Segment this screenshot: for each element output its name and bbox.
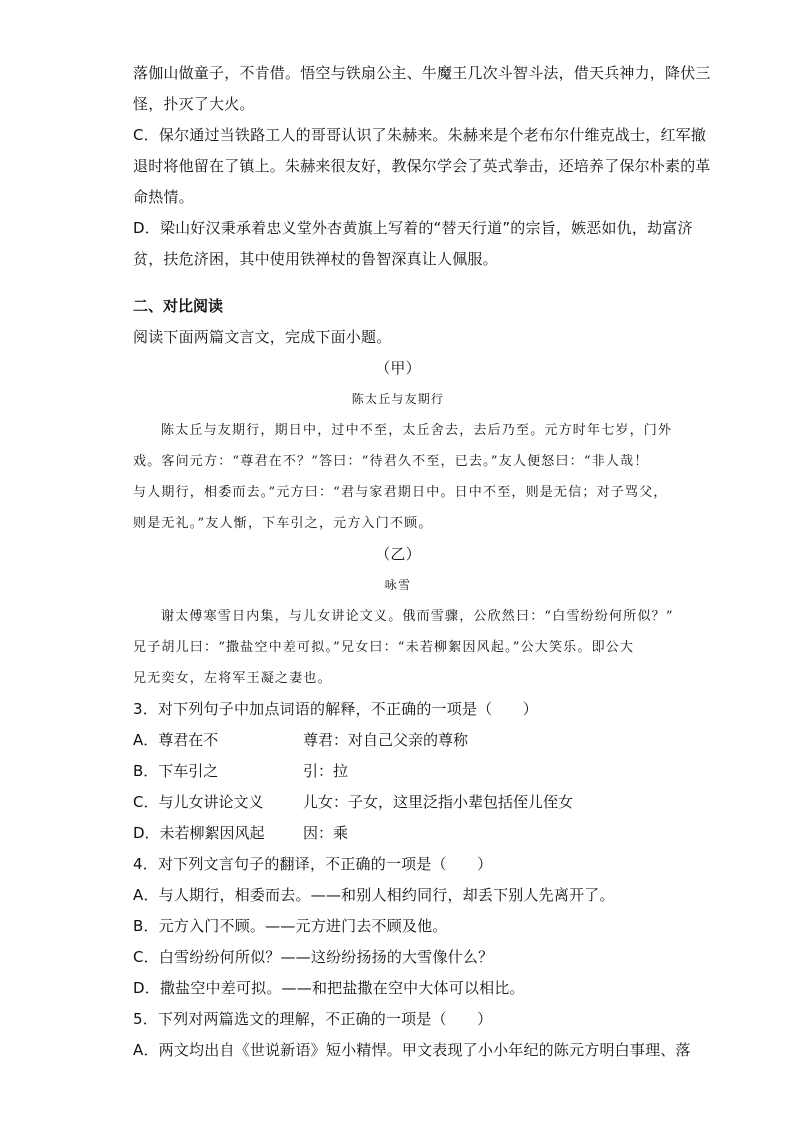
classical-line: 陈太丘与友期行，期日中，过中不至，太丘舍去，去后乃至。元方时年七岁，门外 xyxy=(161,423,673,438)
text-b-title: 咏雪 xyxy=(384,578,412,592)
classical-line: 谢太傅寒雪日内集，与儿女讲论文义。俄而雪骤，公欣然曰：“白雪纷纷何所似？” xyxy=(161,609,674,624)
option-phrase: D．未若柳絮因风起 xyxy=(133,824,265,842)
section-heading: 二、对比阅读 xyxy=(133,297,224,315)
answer-option[interactable]: A．两文均出自《世说新语》短小精悍。甲文表现了小小年纪的陈元方明白事理、落 xyxy=(133,1041,691,1059)
option-phrase: B．下车引之 xyxy=(133,762,219,780)
question-5 xyxy=(133,1004,691,1066)
answer-option[interactable]: B．元方入门不顾。——元方进门去不顾及他。 xyxy=(133,917,448,935)
answer-option[interactable] xyxy=(133,818,663,849)
text-line: 命热情。 xyxy=(133,188,194,206)
text-line: 退时将他留在了镇上。朱赫来很友好，教保尔学会了英式拳击，还培养了保尔朴素的革 xyxy=(133,157,711,175)
answer-option[interactable]: A．与人期行，相委而去。——和别人相约同行，却丢下别人先离开了。 xyxy=(133,886,615,904)
text-a-label: （甲） xyxy=(375,359,421,377)
classical-line: 与人期行，相委而去。”元方曰：“君与家君期日中。日中不至，则是无信；对子骂父， xyxy=(133,485,668,500)
text-b xyxy=(133,539,674,694)
answer-option[interactable] xyxy=(133,725,663,756)
section-instruction: 阅读下面两篇文言文，完成下面小题。 xyxy=(133,328,392,346)
question-stem: 5．下列对两篇选文的理解，不正确的一项是（ ） xyxy=(133,1010,493,1028)
question-stem: 3．对下列句子中加点词语的解释，不正确的一项是（ ） xyxy=(133,700,538,718)
question-stem: 4．对下列文言句子的翻译，不正确的一项是（ ） xyxy=(133,855,493,873)
text-line: C．保尔通过当铁路工人的哥哥认识了朱赫来。朱赫来是个老布尔什维克战士，红军撤 xyxy=(133,126,707,144)
text-a-title: 陈太丘与友期行 xyxy=(351,392,445,406)
text-a xyxy=(133,353,673,539)
continuation-text xyxy=(133,58,711,120)
text-b-label: （乙） xyxy=(375,545,421,563)
option-explanation: 引：拉 xyxy=(303,762,349,780)
text-line: 落伽山做童子，不肯借。悟空与铁扇公主、牛魔王几次斗智斗法，借天兵神力，降伏三 xyxy=(133,64,711,82)
option-explanation: 儿女：子女，这里泛指小辈包括侄儿侄女 xyxy=(303,793,574,811)
text-line: 怪，扑灭了大火。 xyxy=(133,95,255,113)
classical-line: 戏。客问元方：“尊君在不？”答曰：“待君久不至，已去。”友人便怒曰：“非人哉！ xyxy=(133,454,649,469)
answer-option[interactable]: D．撒盐空中差可拟。——和把盐撒在空中大体可以相比。 xyxy=(133,979,525,997)
question-3 xyxy=(133,694,663,849)
answer-option[interactable]: C．白雪纷纷何所似？——这纷纷扬扬的大雪像什么？ xyxy=(133,948,494,966)
answer-option[interactable] xyxy=(133,756,663,787)
text-line: 贫，扶危济困，其中使用铁禅杖的鲁智深真让人佩服。 xyxy=(133,250,498,268)
classical-line: 则是无礼。”友人惭，下车引之，元方入门不顾。 xyxy=(133,516,433,531)
document-page xyxy=(133,58,711,1066)
option-c-paragraph xyxy=(133,120,711,213)
classical-line: 兄无奕女，左将军王凝之妻也。 xyxy=(133,671,332,686)
option-phrase: C．与儿女讲论文义 xyxy=(133,793,264,811)
answer-option[interactable] xyxy=(133,787,663,818)
question-4 xyxy=(133,849,663,1004)
text-line: D．梁山好汉秉承着忠义堂外杏黄旗上写着的“替天行道”的宗旨，嫉恶如仇，劫富济 xyxy=(133,219,693,237)
option-d-paragraph xyxy=(133,213,693,275)
option-explanation: 因：乘 xyxy=(303,824,349,842)
classical-line: 兄子胡儿曰：“撒盐空中差可拟。”兄女曰：“未若柳絮因风起。”公大笑乐。即公大 xyxy=(133,640,635,655)
option-phrase: A．尊君在不 xyxy=(133,731,219,749)
option-explanation: 尊君：对自己父亲的尊称 xyxy=(303,731,469,749)
